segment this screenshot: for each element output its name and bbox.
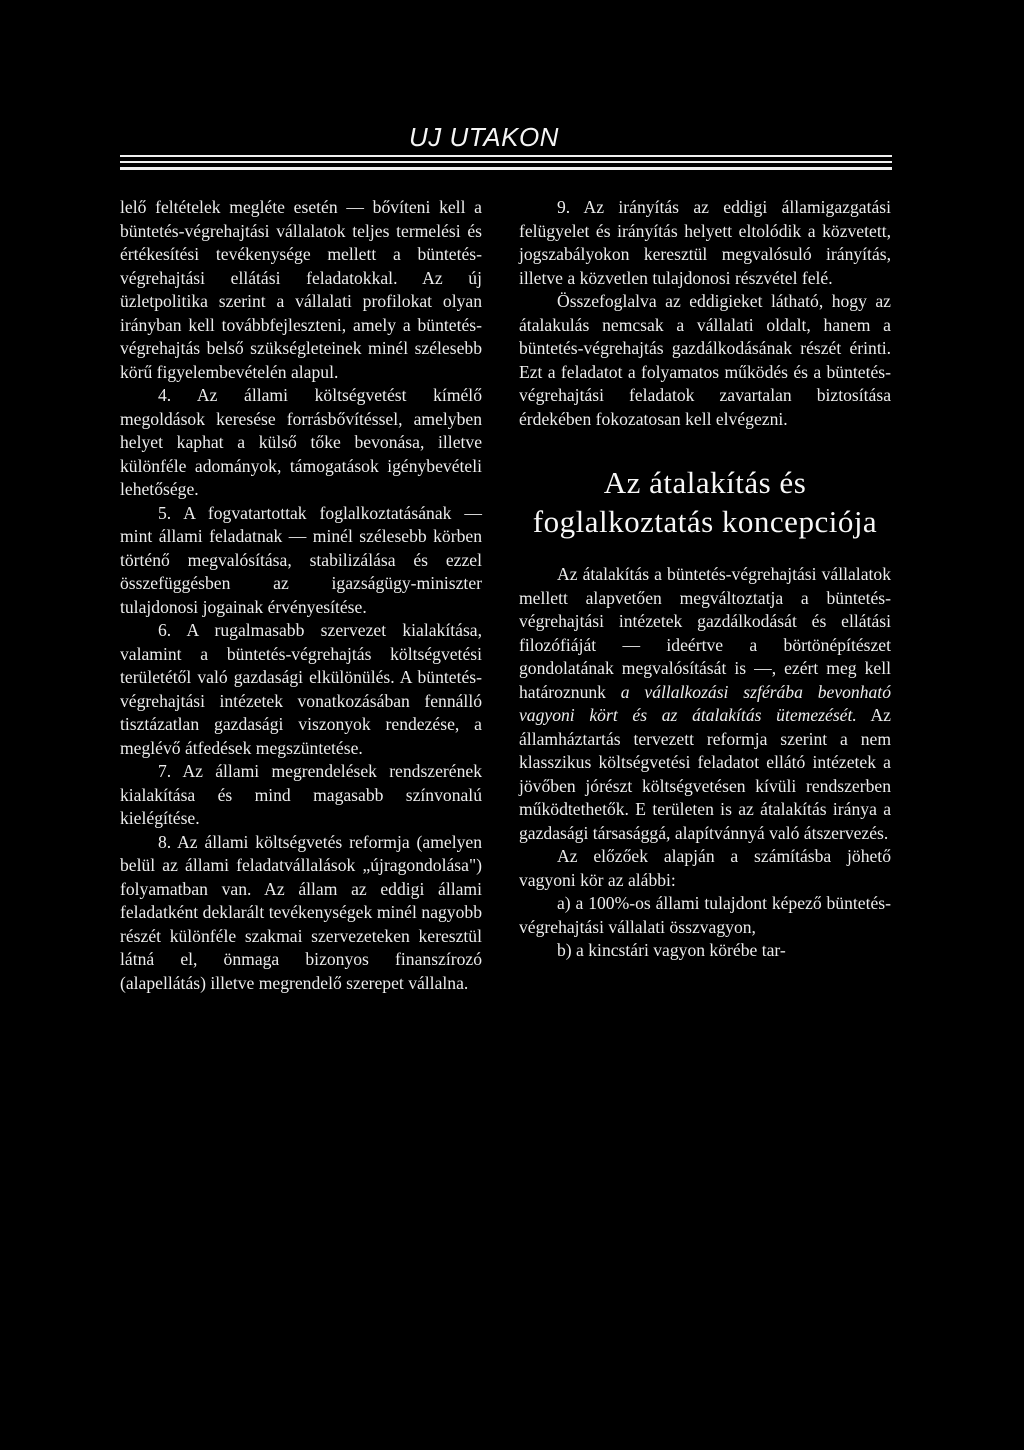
header-rule-bottom [120, 167, 892, 170]
paragraph-continuation: lelő feltételek megléte esetén — bővíteni kell a büntetés-végrehajtási vállalatok teljes termelési és értékesítési tevékenysége mellett a büntetés-végrehajtási ellátási feladatokkal. Az új üzletpolitika szerint a vállalati profilokat olyan irányban kell továbbfejleszteni, amely a büntetés-végrehajtás belső szükségleteinek minél szélesebb körű figyelembevételén alapul. [120, 197, 482, 382]
concept-text-end: Az államháztartás tervezett reformja szerint a nem klasszikus költségvetési feladatot ellátó intézetek a jövőben jórészt költségvetésen kívüli rendszerben működtethetők. E területen is az átalakítás iránya a gazdasági társasággá, alapítvánnyá való átszervezés. [519, 705, 891, 843]
paragraph-point-4: 4. Az állami költségvetést kímélő megoldások keresése forrásbővítéssel, amelyben helyet kaphat a külső tőke bevonása, illetve különféle adományok, támogatások igénybevételi lehetősége. [120, 385, 482, 499]
paragraph-summary: Összefoglalva az eddigieket látható, hogy az átalakulás nemcsak a vállalati oldalt, hanem a büntetés-végrehajtás gazdálkodásának részét érinti. Ezt a feladatot a folyamatos működés és a büntetés-végrehajtási feladatok zavartalan biztosítása érdekében fokozatosan kell elvégezni. [519, 291, 891, 429]
page-header-title: UJ UTAKON [409, 122, 559, 152]
left-text-column [120, 196, 482, 995]
paragraph-concept [519, 563, 891, 845]
header-rule-top [120, 155, 892, 157]
paragraph-point-7: 7. Az állami megrendelések rendszerének kialakítása és mind magasabb színvonalú kielégítése. [120, 761, 482, 828]
paragraph-point-9: 9. Az irányítás az eddigi államigazgatási felügyelet és irányítás helyett eltolódik a közvetett, jogszabályokon keresztül megvalósuló irányítás, illetve a közvetlen tulajdonosi részvétel felé. [519, 197, 891, 288]
concept-text-start: Az átalakítás a büntetés-végrehajtási vállalatok mellett alapvetően megváltoztatja a büntetés-végrehajtási intézetek gazdálkodását és ellátási filozófiáját — ideértve a börtönépítészet gondolatának megvalósítását is —, ezért meg kell határoznunk [519, 564, 891, 702]
concept-text-emphasis: a vállalkozási szférába bevonható vagyoni kört és az átalakítás ütemezését. [519, 681, 891, 725]
paragraph-asset-scope: Az előzőek alapján a számításba jöhető vagyoni kör az alábbi: [519, 846, 891, 890]
list-item-b: b) a kincstári vagyon körébe tar- [557, 940, 786, 960]
paragraph-point-6: 6. A rugalmasabb szervezet kialakítása, valamint a büntetés-végrehajtás költségvetési területétől való gazdasági elkülönülés. A büntetés-végrehajtási intézetek vonatkozásában fennálló tisztázatlan gazdasági viszonyok rendezése, a meglévő átfedések megszüntetése. [120, 620, 482, 758]
right-text-column [519, 196, 891, 963]
paragraph-point-5: 5. A fogvatartottak foglalkoztatásának — mint állami feladatnak — minél szélesebb körben történő megvalósítása, stabilizálása és ezzel összefüggésben az igazságügy-miniszter tulajdonosi jogainak érvényesítése. [120, 502, 482, 617]
paragraph-point-8: 8. Az állami költségvetés reformja (amelyen belül az állami feladatvállalások „újragondolása") folyamatban van. Az állam az eddigi állami feladatként deklarált tevékenységek minél nagyobb részét különféle szakmai szervezeteken keresztül látná el, önmaga bizonyos finanszírozó (alapellátás) illetve megrendelő szerepet vállalna. [120, 831, 482, 993]
section-heading: Az átalakítás és foglalkoztatás koncepciója [532, 465, 878, 539]
list-item-a: a) a 100%-os állami tulajdont képező büntetés-végrehajtási vállalati összvagyon, [519, 893, 891, 937]
header-rule-middle [120, 161, 892, 163]
